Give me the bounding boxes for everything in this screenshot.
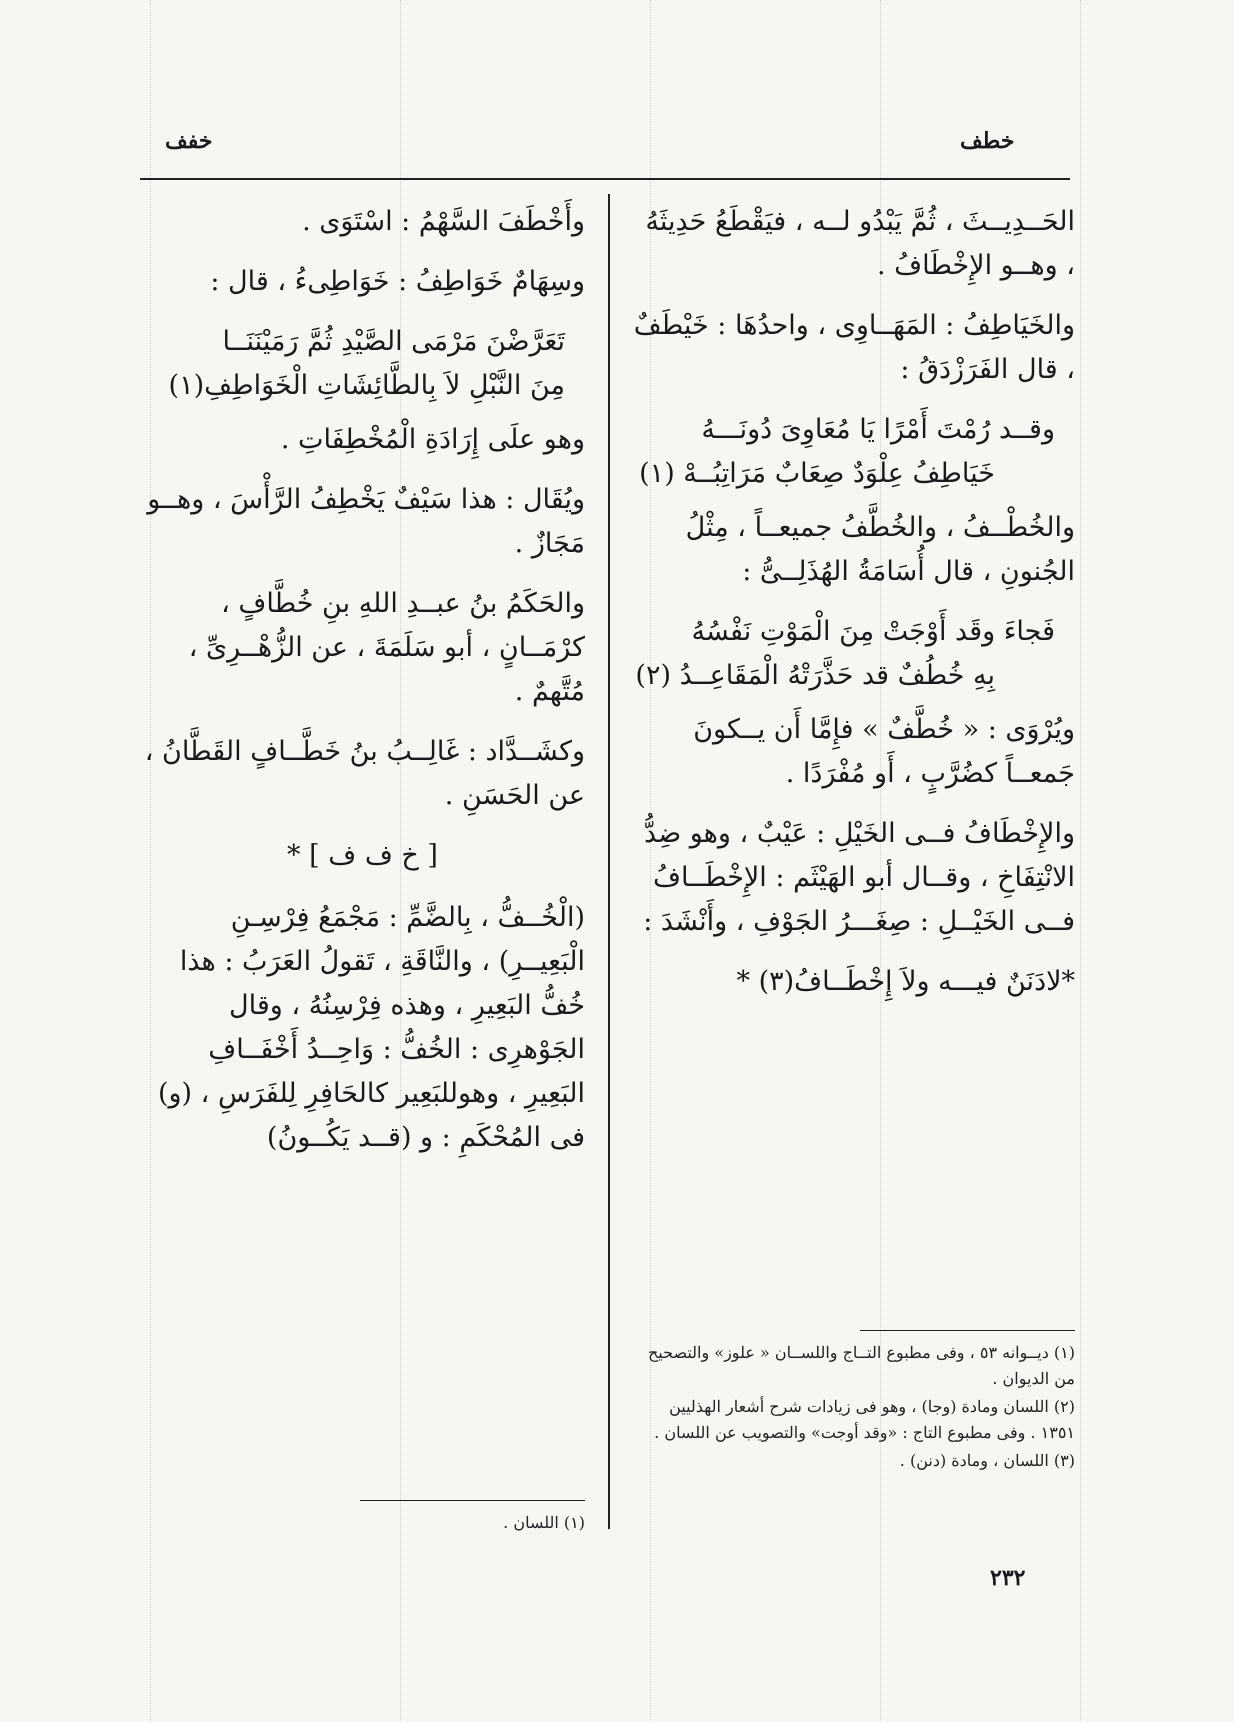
paragraph: ويُقَال : هذا سَيْفٌ يَخْطِفُ الرَّأْسَ ، وهــو مَجَازٌ .	[147, 484, 585, 559]
header-left-word: خفف	[165, 128, 213, 154]
paragraph: الحَــدِيــثَ ، ثُمَّ يَبْدُو لــه ، فيَقْطَعُ حَدِيثَهُ ، وهــو الإِخْطَافُ .	[645, 206, 1075, 281]
page-number: ٢٣٢	[990, 1565, 1026, 1591]
header-right-word: خطف	[960, 128, 1015, 154]
right-footnotes	[630, 1340, 1075, 1476]
paragraph: والخُطْــفُ ، والخُطَّفُ جميعــاً ، مِثْلُ الجُنونِ ، قال أُسَامَةُ الهُذَلِــىُّ :	[685, 512, 1075, 587]
paragraph: والخَيَاطِفُ : المَهَــاوِى ، واحدُهَا : خَيْطَفٌ ، قال الفَرَزْدَقُ :	[633, 310, 1075, 385]
footnote: (٢) اللسان ومادة (وجا) ، وهو فى زيادات شرح أشعار الهذليين ١٣٥١ . وفى مطبوع التاج : «وقد أوجت» والتصويب عن اللسان .	[654, 1397, 1075, 1442]
paragraph: وكشَــدَّاد : غَالِــبُ بنُ خَطَّــافٍ القَطَّانُ ، عن الحَسَنِ .	[144, 736, 585, 811]
verse-line: بِهِ خُطُفٌ قد حَذَّرَتْهُ الْمَقَاعِــدُ (٢)	[635, 660, 995, 691]
verse-line: مِنَ النَّبْلِ لاَ بِالطَّائِشَاتِ الْخَوَاطِفِ(١)	[168, 370, 565, 401]
footnote-rule	[860, 1330, 1075, 1331]
paragraph: (الْخُــفُّ ، بِالضَّمِّ : مَجْمَعُ فِرْسِـنِ الْبَعِيــرِ) ، والنَّاقَةِ ، تَقولُ العَرَبُ : هذا خُفُّ البَعِيرِ ، وهذه فِرْسِنُهُ ، وقال الجَوْهرِى : الخُفُّ : وَاحِــدُ أَخْفَــافِ البَعِيرِ ، وهوللبَعِير كالحَافِرِ لِلفَرَسِ ، (و) فى المُحْكَمِ : و (قــد يَكُــونُ)	[157, 902, 585, 1153]
paragraph: *لادَنَنٌ فيـــه ولاَ إِخْطَــافُ(٣) *	[736, 966, 1075, 997]
right-column	[630, 200, 1075, 1020]
verse-line: خَيَاطِفُ عِلْوَدٌ صِعَابٌ مَرَاتِبُــهْ (١)	[639, 458, 995, 489]
paragraph: والحَكَمُ بنُ عبــدِ اللهِ بنِ خُطَّافٍ ، كرْمَــانٍ ، أبو سَلَمَةَ ، عن الزُّهْــرِىِّ ، مُتَّهمٌ .	[188, 588, 585, 707]
footnote: (١) ديــوانه ٥٣ ، وفى مطبوع التــاج واللســان « علوز» والتصحيح من الديوان .	[647, 1343, 1075, 1388]
footnote: (٣) اللسان ، ومادة (دنن) .	[899, 1451, 1075, 1470]
left-footnotes	[140, 1510, 585, 1538]
paragraph: وأَخْطَفَ السَّهْمُ : اسْتَوَى .	[302, 206, 585, 237]
scan-guide-line	[1080, 0, 1081, 1722]
paragraph: والإِخْطَافُ فــى الخَيْلِ : عَيْبٌ ، وهو ضِدُّ الانْتِفَاخِ ، وقــال أبو الهَيْثَم : الإِخْطَــافُ فــى الخَيْــلِ : صِغَـــرُ الجَوْفِ ، وأَنْشَدَ :	[643, 818, 1075, 937]
verse-line: تَعَرَّضْنَ مَرْمَى الصَّيْدِ ثُمَّ رَمَيْنَنَــا	[222, 326, 565, 357]
column-divider	[608, 194, 610, 1529]
footnote-rule	[360, 1500, 585, 1501]
verse	[630, 408, 1075, 496]
verse	[630, 610, 1075, 698]
paragraph: وسِهَامٌ خَوَاطِفُ : خَوَاطِىءُ ، قال :	[210, 266, 585, 297]
header-rule	[140, 178, 1070, 180]
verse	[140, 320, 585, 408]
section-heading: [ خ ف ف ] *	[287, 840, 438, 871]
footnote: (١) اللسان .	[503, 1513, 585, 1532]
left-column	[140, 200, 585, 1176]
verse-line: فَجاءَ وقَد أَوْجَتْ مِنَ الْمَوْتِ نَفْسُهُ	[691, 616, 1055, 647]
paragraph: وهو علَى إِرَادَةِ الْمُخْطِفَاتِ .	[280, 424, 585, 455]
verse-line: وقــد رُمْتَ أَمْرًا يَا مُعَاوِىَ دُونَـــهُ	[701, 414, 1055, 445]
paragraph: ويُرْوَى : « خُطَّفٌ » فإِمَّا أَن يــكونَ جَمعــاً كضُرَّبٍ ، أَو مُفْرَدًا .	[693, 714, 1075, 789]
